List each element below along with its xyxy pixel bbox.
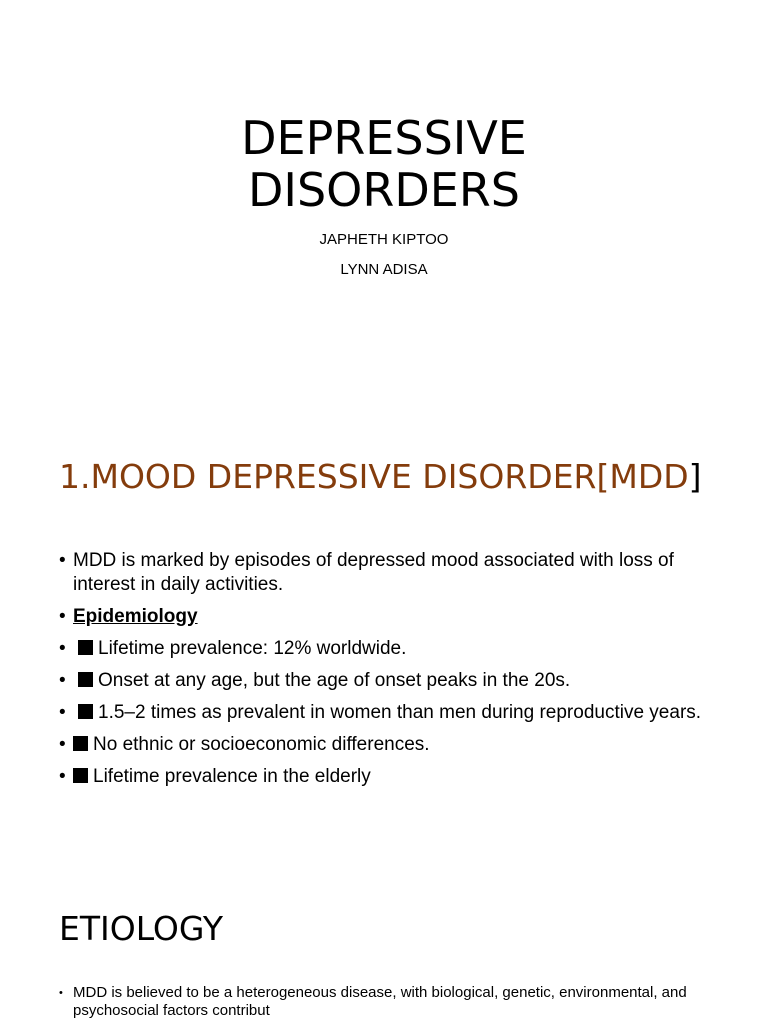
list-item: [59, 765, 719, 789]
bullet-icon: •: [59, 702, 66, 723]
list-item-text: Onset at any age, but the age of onset peaks in the 20s.: [98, 670, 571, 691]
list-item: [59, 605, 719, 629]
bullet-icon: •: [59, 987, 63, 999]
list-item-text: Lifetime prevalence in the elderly: [93, 766, 371, 787]
black-square-icon: [78, 704, 93, 719]
black-square-icon: [73, 768, 88, 783]
bullet-icon: •: [59, 734, 66, 755]
list-item-text: 1.5–2 times as prevalent in women than men during reproductive years.: [98, 702, 702, 723]
list-item: [59, 549, 719, 597]
etiology-bullet-list: [59, 984, 719, 1020]
list-item: [59, 701, 719, 725]
list-item: [59, 669, 719, 693]
list-item: [59, 733, 719, 757]
list-item-text: Lifetime prevalence: 12% worldwide.: [98, 638, 407, 659]
title-line-1: DEPRESSIVE: [241, 111, 527, 165]
list-item: [59, 984, 719, 1020]
title-line-2: DISORDERS: [247, 163, 520, 217]
section-heading-mdd-main: 1.MOOD DEPRESSIVE DISORDER[MDD: [59, 457, 689, 496]
mdd-bullet-list: [59, 549, 719, 797]
black-square-icon: [73, 736, 88, 751]
page-title: [0, 112, 768, 216]
black-square-icon: [78, 672, 93, 687]
bullet-icon: •: [59, 550, 66, 571]
list-item-text: MDD is believed to be a heterogeneous disease, with biological, genetic, environmental, and psychosocial factors contribut: [73, 984, 687, 1019]
bullet-icon: •: [59, 766, 66, 787]
bullet-icon: •: [59, 606, 66, 627]
author-name: JAPHETH KIPTOO: [319, 231, 449, 248]
author-name: LYNN ADISA: [340, 261, 428, 278]
epidemiology-label: Epidemiology: [73, 606, 198, 627]
bullet-icon: •: [59, 670, 66, 691]
list-item: [59, 637, 719, 661]
black-square-icon: [78, 640, 93, 655]
bullet-icon: •: [59, 638, 66, 659]
section-heading-mdd-bracket: ]: [688, 457, 702, 496]
list-item-text: No ethnic or socioeconomic differences.: [93, 734, 430, 755]
section-heading-mdd: [59, 458, 719, 496]
section-heading-etiology: ETIOLOGY: [59, 909, 223, 948]
list-item-text: MDD is marked by episodes of depressed mood associated with loss of interest in daily activities.: [73, 550, 674, 595]
